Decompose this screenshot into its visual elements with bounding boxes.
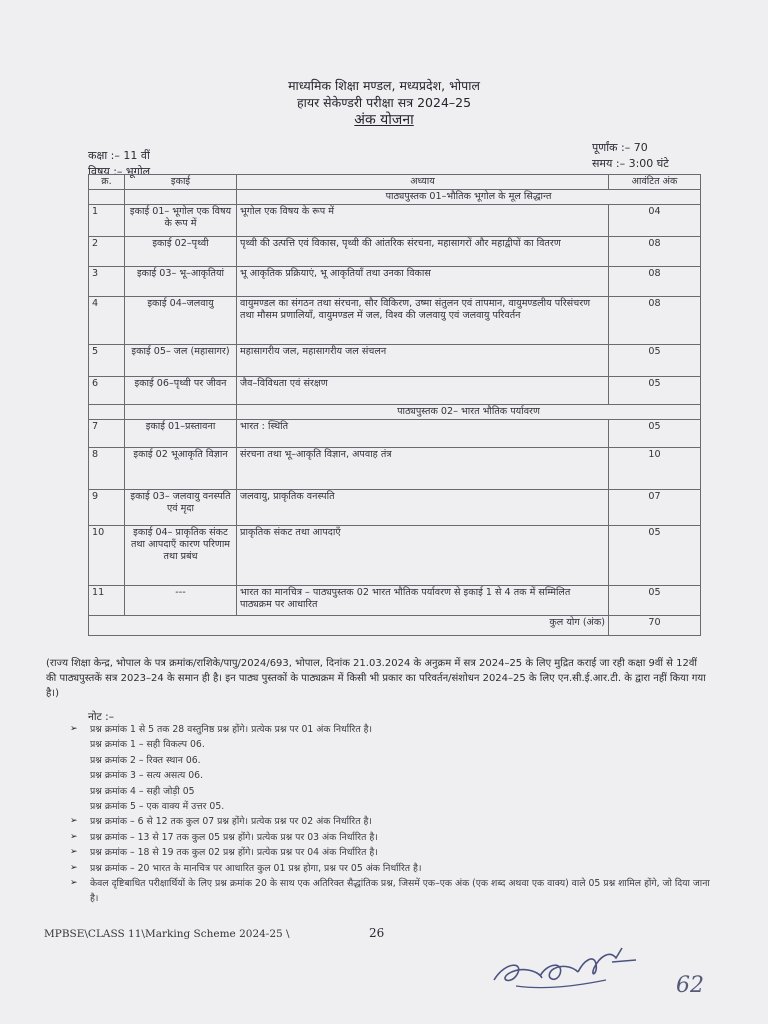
total-label: कुल योग (अंक) — [89, 616, 609, 636]
note-item — [70, 768, 710, 783]
arrow-bullet-icon: ➢ — [70, 862, 78, 873]
table-row — [89, 297, 701, 345]
table-row — [89, 267, 701, 297]
row-unit: इकाई 04–जलवायु — [125, 297, 237, 345]
note-item — [70, 861, 710, 876]
row-marks: 08 — [609, 237, 701, 267]
section-title: पाठ्यपुस्तक 01–भौतिक भूगोल के मूल सिद्धान्त — [237, 190, 701, 205]
note-text: प्रश्न क्रमांक 4 – सही जोड़ी 05 — [90, 785, 195, 797]
note-text: प्रश्न क्रमांक – 18 से 19 तक कुल 02 प्रश्न होंगे। प्रत्येक प्रश्न पर 04 अंक निर्धारित है। — [90, 847, 378, 859]
row-unit: इकाई 03– भू–आकृतियां — [125, 267, 237, 297]
header-marks: आवंटित अंक — [609, 175, 701, 190]
row-marks: 07 — [609, 490, 701, 526]
row-number: 5 — [89, 345, 125, 377]
note-item — [70, 737, 710, 752]
row-marks: 05 — [609, 586, 701, 616]
row-chapter: भू आकृतिक प्रक्रियाएं, भू आकृतियाँ तथा उनका विकास — [237, 267, 609, 297]
note-item — [70, 876, 710, 907]
table-row — [89, 420, 701, 448]
table-row — [89, 448, 701, 490]
note-text: प्रश्न क्रमांक 2 – रिक्त स्थान 06. — [90, 754, 201, 766]
row-marks: 05 — [609, 526, 701, 586]
board-name: माध्यमिक शिक्षा मण्डल, मध्यप्रदेश, भोपाल — [288, 78, 480, 93]
row-marks: 08 — [609, 267, 701, 297]
row-marks: 04 — [609, 205, 701, 237]
exam-session: हायर सेकेण्डरी परीक्षा सत्र 2024–25 — [296, 95, 472, 110]
row-marks: 05 — [609, 420, 701, 448]
row-number: 11 — [89, 586, 125, 616]
note-item — [70, 784, 710, 799]
notes-list — [70, 722, 710, 907]
notes-title: नोट :– — [88, 711, 114, 723]
document-title: अंक योजना — [354, 112, 414, 128]
row-unit: इकाई 04– प्राकृतिक संकट तथा आपदाएँ कारण परिणाम तथा प्रबंध — [125, 526, 237, 586]
row-chapter: जलवायु, प्राकृतिक वनस्पति — [237, 490, 609, 526]
table-row — [89, 377, 701, 405]
total-marks: 70 — [609, 616, 701, 636]
table-header-row — [89, 175, 701, 190]
row-unit: इकाई 01–प्रस्तावना — [125, 420, 237, 448]
note-text: केवल दृष्टिबाधित परीक्षार्थियों के लिए प्रश्न क्रमांक 20 के साथ एक अतिरिक्त सैद्धांतिक प्रश्न, जिसमें एक–एक अंक (एक शब्द अथवा एक वाक्य) वाले 05 प्रश्न शामिल होंगे, जो दिया जाना है। — [90, 878, 710, 905]
subject-label: विषय :– भूगोल — [88, 165, 151, 178]
arrow-bullet-icon: ➢ — [70, 831, 78, 842]
row-unit: इकाई 02 भूआकृति विज्ञान — [125, 448, 237, 490]
row-number: 3 — [89, 267, 125, 297]
note-item — [70, 799, 710, 814]
note-text: प्रश्न क्रमांक 1 – सही विकल्प 06. — [90, 739, 205, 751]
note-text: प्रश्न क्रमांक 3 – सत्य असत्य 06. — [90, 770, 204, 782]
row-number: 7 — [89, 420, 125, 448]
row-chapter: महासागरीय जल, महासागरीय जल संचलन — [237, 345, 609, 377]
row-number: 4 — [89, 297, 125, 345]
note-text: प्रश्न क्रमांक – 20 भारत के मानचित्र पर आधारित कुल 01 प्रश्न होगा, प्रश्न पर 05 अंक निर्धारित है। — [90, 862, 422, 874]
row-chapter: पृथ्वी की उत्पत्ति एवं विकास, पृथ्वी की आंतरिक संरचना, महासागरों और महाद्वीपों का वितरण — [237, 237, 609, 267]
note-item — [70, 753, 710, 768]
row-unit: इकाई 05– जल (महासागर) — [125, 345, 237, 377]
page-number: 26 — [369, 926, 385, 940]
handwritten-page-number: 62 — [676, 973, 704, 998]
row-unit: इकाई 06–पृथ्वी पर जीवन — [125, 377, 237, 405]
row-number: 6 — [89, 377, 125, 405]
table-row — [89, 586, 701, 616]
note-item — [70, 830, 710, 845]
row-chapter: वायुमण्डल का संगठन तथा संरचना, सौर विकिरण, उष्मा संतुलन एवं तापमान, वायुमण्डलीय परिसंचरण तथा मौसम प्रणालियाँ, वायुमण्डल में जल, विश्व की जलवायु एवं जलवायु परिवर्तन — [237, 297, 609, 345]
note-text: प्रश्न क्रमांक 1 से 5 तक 28 वस्तुनिष्ठ प्रश्न होंगे। प्रत्येक प्रश्न पर 01 अंक निर्धारित है। — [90, 724, 373, 735]
max-marks-label: पूर्णांक :– 70 — [592, 141, 648, 154]
signature-image — [486, 940, 656, 1000]
row-number: 10 — [89, 526, 125, 586]
note-item — [70, 722, 710, 737]
footer-path: MPBSE\CLASS 11\Marking Scheme 2024-25 \ — [44, 928, 290, 940]
row-number: 2 — [89, 237, 125, 267]
row-chapter: संरचना तथा भू–आकृति विज्ञान, अपवाह तंत्र — [237, 448, 609, 490]
section-row — [89, 190, 701, 205]
note-item — [70, 845, 710, 860]
note-text: प्रश्न क्रमांक – 6 से 12 तक कुल 07 प्रश्न होंगे। प्रत्येक प्रश्न पर 02 अंक निर्धारित है। — [90, 816, 372, 828]
header-unit: इकाई — [125, 175, 237, 190]
row-chapter: जैव–विविधता एवं संरक्षण — [237, 377, 609, 405]
row-unit: इकाई 02–पृथ्वी — [125, 237, 237, 267]
note-text: प्रश्न क्रमांक – 13 से 17 तक कुल 05 प्रश्न होंगे। प्रत्येक प्रश्न पर 03 अंक निर्धारित है। — [90, 831, 378, 843]
row-marks: 08 — [609, 297, 701, 345]
row-unit: इकाई 03– जलवायु वनस्पति एवं मृदा — [125, 490, 237, 526]
arrow-bullet-icon: ➢ — [70, 878, 78, 889]
table-row — [89, 237, 701, 267]
note-item — [70, 814, 710, 829]
row-marks: 05 — [609, 377, 701, 405]
marks-table — [88, 174, 701, 636]
row-chapter: भारत का मानचित्र – पाठ्यपुस्तक 02 भारत भौतिक पर्यावरण से इकाई 1 से 4 तक में सम्मिलित पाठ्यक्रम पर आधारित — [237, 586, 609, 616]
section-title: पाठ्यपुस्तक 02– भारत भौतिक पर्यावरण — [237, 405, 701, 420]
row-chapter: भूगोल एक विषय के रूप में — [237, 205, 609, 237]
note-text: प्रश्न क्रमांक 5 – एक वाक्य में उत्तर 05. — [90, 801, 225, 813]
time-label: समय :– 3:00 घंटे — [592, 157, 669, 170]
row-number: 9 — [89, 490, 125, 526]
table-row — [89, 345, 701, 377]
notice-paragraph: (राज्य शिक्षा केन्द्र, भोपाल के पत्र क्रमांक/राशिके/पापु/2024/693, भोपाल, दिनांक 21.03.2024 के अनुक्रम में सत्र 2024–25 के लिए मुद्रित कराई जा रही कक्षा 9वीं से 12वीं की पाठ्यपुस्तकें सत्र 2023–24 के समान ही है। इन पाठ्य पुस्तकों के पाठ्यक्रम में किसी भी प्रकार का परिवर्तन/संशोधन 2024–25 के लिए एन.सी.ई.आर.टी. के द्वारा नहीं किया गया है।) — [46, 658, 706, 699]
row-unit: इकाई 01– भूगोल एक विषय के रूप में — [125, 205, 237, 237]
total-row — [89, 616, 701, 636]
row-marks: 05 — [609, 345, 701, 377]
header-chapter: अध्याय — [237, 175, 609, 190]
row-chapter: भारत : स्थिति — [237, 420, 609, 448]
row-number: 8 — [89, 448, 125, 490]
row-marks: 10 — [609, 448, 701, 490]
section-row — [89, 405, 701, 420]
table-row — [89, 526, 701, 586]
class-label: कक्षा :– 11 वीं — [88, 149, 150, 162]
row-unit: --- — [125, 586, 237, 616]
row-chapter: प्राकृतिक संकट तथा आपदाएँ — [237, 526, 609, 586]
header-serial: क्र. — [89, 175, 125, 190]
arrow-bullet-icon: ➢ — [70, 816, 78, 827]
arrow-bullet-icon: ➢ — [70, 847, 78, 858]
row-number: 1 — [89, 205, 125, 237]
arrow-bullet-icon: ➢ — [70, 724, 78, 734]
table-row — [89, 205, 701, 237]
table-row — [89, 490, 701, 526]
